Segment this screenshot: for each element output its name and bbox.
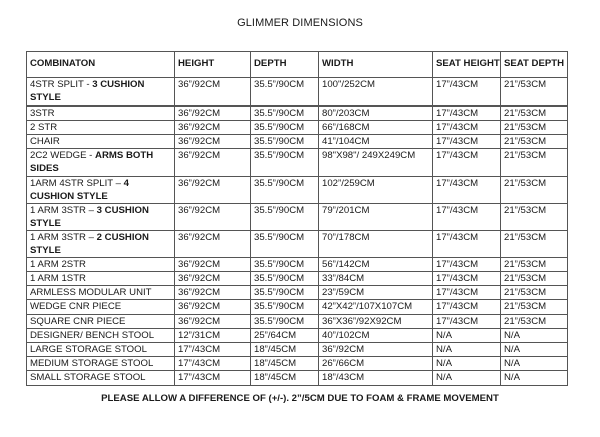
cell-combination [27, 120, 175, 134]
cell-depth: 35.5”/90CM [251, 176, 319, 203]
cell-seat-height: N/A [433, 342, 501, 356]
cell-height: 17”/43CM [175, 342, 251, 356]
cell-depth: 35.5”/90CM [251, 257, 319, 271]
cell-height: 36”/92CM [175, 257, 251, 271]
cell-width: 100"/252CM [319, 78, 433, 106]
cell-combination [27, 356, 175, 370]
cell-depth: 35.5”/90CM [251, 148, 319, 176]
header-height: HEIGHT [175, 52, 251, 78]
combination-style: 3 CUSHION STYLE [30, 204, 149, 229]
cell-seat-depth: 21”/53CM [501, 314, 568, 328]
cell-width: 18”/43CM [319, 370, 433, 385]
cell-width: 56”/142CM [319, 257, 433, 271]
cell-seat-depth: 21”/53CM [501, 148, 568, 176]
cell-seat-height: 17”/43CM [433, 120, 501, 134]
cell-seat-height: 17”/43CM [433, 230, 501, 257]
cell-seat-height: 17”/43CM [433, 271, 501, 285]
cell-seat-height: 17”/43CM [433, 176, 501, 203]
combination-style: 2 CUSHION STYLE [30, 231, 149, 256]
table-row [27, 328, 568, 342]
combination-name: 1 ARM 3STR – [30, 231, 97, 243]
combination-name: WEDGE CNR PIECE [30, 300, 122, 312]
cell-height: 36”/92CM [175, 148, 251, 176]
cell-depth: 35.5”/90CM [251, 314, 319, 328]
cell-depth: 35.5”/90CM [251, 230, 319, 257]
table-row [27, 176, 568, 203]
cell-combination [27, 314, 175, 328]
cell-height: 36”/92CM [175, 134, 251, 148]
table-row [27, 230, 568, 257]
cell-seat-depth: 21”/53CM [501, 120, 568, 134]
cell-combination [27, 271, 175, 285]
cell-seat-depth: 21”/53CM [501, 176, 568, 203]
combination-name: 1 ARM 3STR – [30, 204, 97, 216]
combination-name: 3STR [30, 107, 55, 119]
cell-seat-height: N/A [433, 356, 501, 370]
table-row [27, 78, 568, 106]
dimensions-table [26, 51, 568, 386]
combination-style: ARMS BOTH SIDES [30, 149, 154, 174]
cell-height: 36”/92CM [175, 230, 251, 257]
cell-combination [27, 328, 175, 342]
table-row [27, 148, 568, 176]
cell-height: 36”/92CM [175, 120, 251, 134]
cell-depth: 18”/45CM [251, 342, 319, 356]
header-combination: COMBINATON [27, 52, 175, 78]
cell-width: 23”/59CM [319, 285, 433, 299]
table-row [27, 106, 568, 121]
cell-seat-depth: 21”/53CM [501, 134, 568, 148]
header-seat-depth: SEAT DEPTH [501, 52, 568, 78]
cell-depth: 35.5”/90CM [251, 78, 319, 106]
header-depth: DEPTH [251, 52, 319, 78]
cell-combination [27, 78, 175, 106]
cell-seat-height: 17”/43CM [433, 285, 501, 299]
table-row [27, 203, 568, 230]
cell-height: 36”/92CM [175, 203, 251, 230]
cell-combination [27, 342, 175, 356]
combination-name: ARMLESS MODULAR UNIT [30, 286, 152, 298]
cell-depth: 25”/64CM [251, 328, 319, 342]
combination-name: SMALL STORAGE STOOL [30, 371, 146, 383]
cell-seat-depth: 21”/53CM [501, 203, 568, 230]
cell-depth: 18”/45CM [251, 370, 319, 385]
combination-name: 1 ARM 2STR [30, 258, 86, 270]
cell-combination [27, 176, 175, 203]
cell-width: 33”/84CM [319, 271, 433, 285]
cell-height: 36”/92CM [175, 78, 251, 106]
combination-style: 3 CUSHION STYLE [30, 79, 145, 103]
combination-name: 1ARM 4STR SPLIT – [30, 177, 124, 189]
combination-name: SQUARE CNR PIECE [30, 315, 126, 327]
cell-seat-height: N/A [433, 370, 501, 385]
cell-height: 17”/43CM [175, 370, 251, 385]
cell-seat-depth: 21”/53CM [501, 285, 568, 299]
cell-height: 36”/92CM [175, 176, 251, 203]
cell-seat-depth: 21”/53CM [501, 299, 568, 314]
cell-combination [27, 106, 175, 121]
table-row [27, 134, 568, 148]
cell-depth: 35.5”/90CM [251, 134, 319, 148]
cell-seat-depth: 21”/53CM [501, 257, 568, 271]
cell-combination [27, 257, 175, 271]
header-seat-height: SEAT HEIGHT [433, 52, 501, 78]
table-row [27, 370, 568, 385]
cell-seat-height: 17”/43CM [433, 257, 501, 271]
cell-width: 98"X98"/ 249X249CM [319, 148, 433, 176]
combination-style: 4 CUSHION STYLE [30, 177, 130, 202]
cell-depth: 35.5”/90CM [251, 203, 319, 230]
cell-width: 79”/201CM [319, 203, 433, 230]
cell-depth: 35.5”/90CM [251, 299, 319, 314]
cell-seat-height: 17”/43CM [433, 106, 501, 121]
cell-seat-height: 17”/43CM [433, 78, 501, 106]
cell-height: 36”/92CM [175, 314, 251, 328]
cell-width: 41”/104CM [319, 134, 433, 148]
cell-combination [27, 230, 175, 257]
cell-depth: 18”/45CM [251, 356, 319, 370]
cell-combination [27, 134, 175, 148]
combination-name: 4STR SPLIT - [30, 79, 93, 90]
combination-name: 2C2 WEDGE - [30, 149, 96, 161]
table-row [27, 120, 568, 134]
cell-depth: 35.5”/90CM [251, 271, 319, 285]
cell-seat-depth: 21”/53CM [501, 230, 568, 257]
cell-width: 26”/66CM [319, 356, 433, 370]
cell-depth: 35.5”/90CM [251, 285, 319, 299]
combination-name: CHAIR [30, 135, 60, 147]
cell-seat-height: 17”/43CM [433, 299, 501, 314]
cell-width: 40”/102CM [319, 328, 433, 342]
table-row [27, 285, 568, 299]
cell-combination [27, 370, 175, 385]
cell-depth: 35.5”/90CM [251, 120, 319, 134]
cell-width: 102”/259CM [319, 176, 433, 203]
cell-seat-depth: N/A [501, 370, 568, 385]
cell-width: 80”/203CM [319, 106, 433, 121]
combination-name: DESIGNER/ BENCH STOOL [30, 329, 155, 341]
cell-height: 17”/43CM [175, 356, 251, 370]
combination-name: MEDIUM STORAGE STOOL [30, 357, 154, 369]
cell-combination [27, 203, 175, 230]
cell-seat-height: 17”/43CM [433, 203, 501, 230]
cell-width: 42”X42”/107X107CM [319, 299, 433, 314]
cell-combination [27, 285, 175, 299]
combination-name: LARGE STORAGE STOOL [30, 343, 147, 355]
combination-name: 2 STR [30, 121, 58, 133]
tolerance-note: PLEASE ALLOW A DIFFERENCE OF (+/-). 2”/5CM DUE TO FOAM & FRAME MOVEMENT [101, 393, 499, 404]
cell-seat-height: N/A [433, 328, 501, 342]
cell-depth: 35.5”/90CM [251, 106, 319, 121]
header-width: WIDTH [319, 52, 433, 78]
cell-width: 66”/168CM [319, 120, 433, 134]
cell-seat-depth: 21”/53CM [501, 78, 568, 106]
cell-width: 36”X36”/92X92CM [319, 314, 433, 328]
cell-height: 36”/92CM [175, 299, 251, 314]
table-row [27, 314, 568, 328]
cell-combination [27, 299, 175, 314]
cell-width: 70”/178CM [319, 230, 433, 257]
cell-height: 12”/31CM [175, 328, 251, 342]
table-row [27, 356, 568, 370]
cell-height: 36”/92CM [175, 271, 251, 285]
cell-seat-height: 17”/43CM [433, 314, 501, 328]
table-row [27, 299, 568, 314]
cell-height: 36”/92CM [175, 106, 251, 121]
table-header-row [27, 52, 568, 78]
cell-seat-depth: N/A [501, 342, 568, 356]
cell-seat-height: 17”/43CM [433, 134, 501, 148]
table-row [27, 271, 568, 285]
table-row [27, 257, 568, 271]
cell-seat-height: 17”/43CM [433, 148, 501, 176]
cell-width: 36”/92CM [319, 342, 433, 356]
combination-name: 1 ARM 1STR [30, 272, 86, 284]
cell-seat-depth: N/A [501, 328, 568, 342]
cell-seat-depth: N/A [501, 356, 568, 370]
cell-combination [27, 148, 175, 176]
cell-seat-depth: 21”/53CM [501, 271, 568, 285]
document-title: GLIMMER DIMENSIONS [237, 17, 363, 29]
table-row [27, 342, 568, 356]
cell-seat-depth: 21”/53CM [501, 106, 568, 121]
cell-height: 36”/92CM [175, 285, 251, 299]
